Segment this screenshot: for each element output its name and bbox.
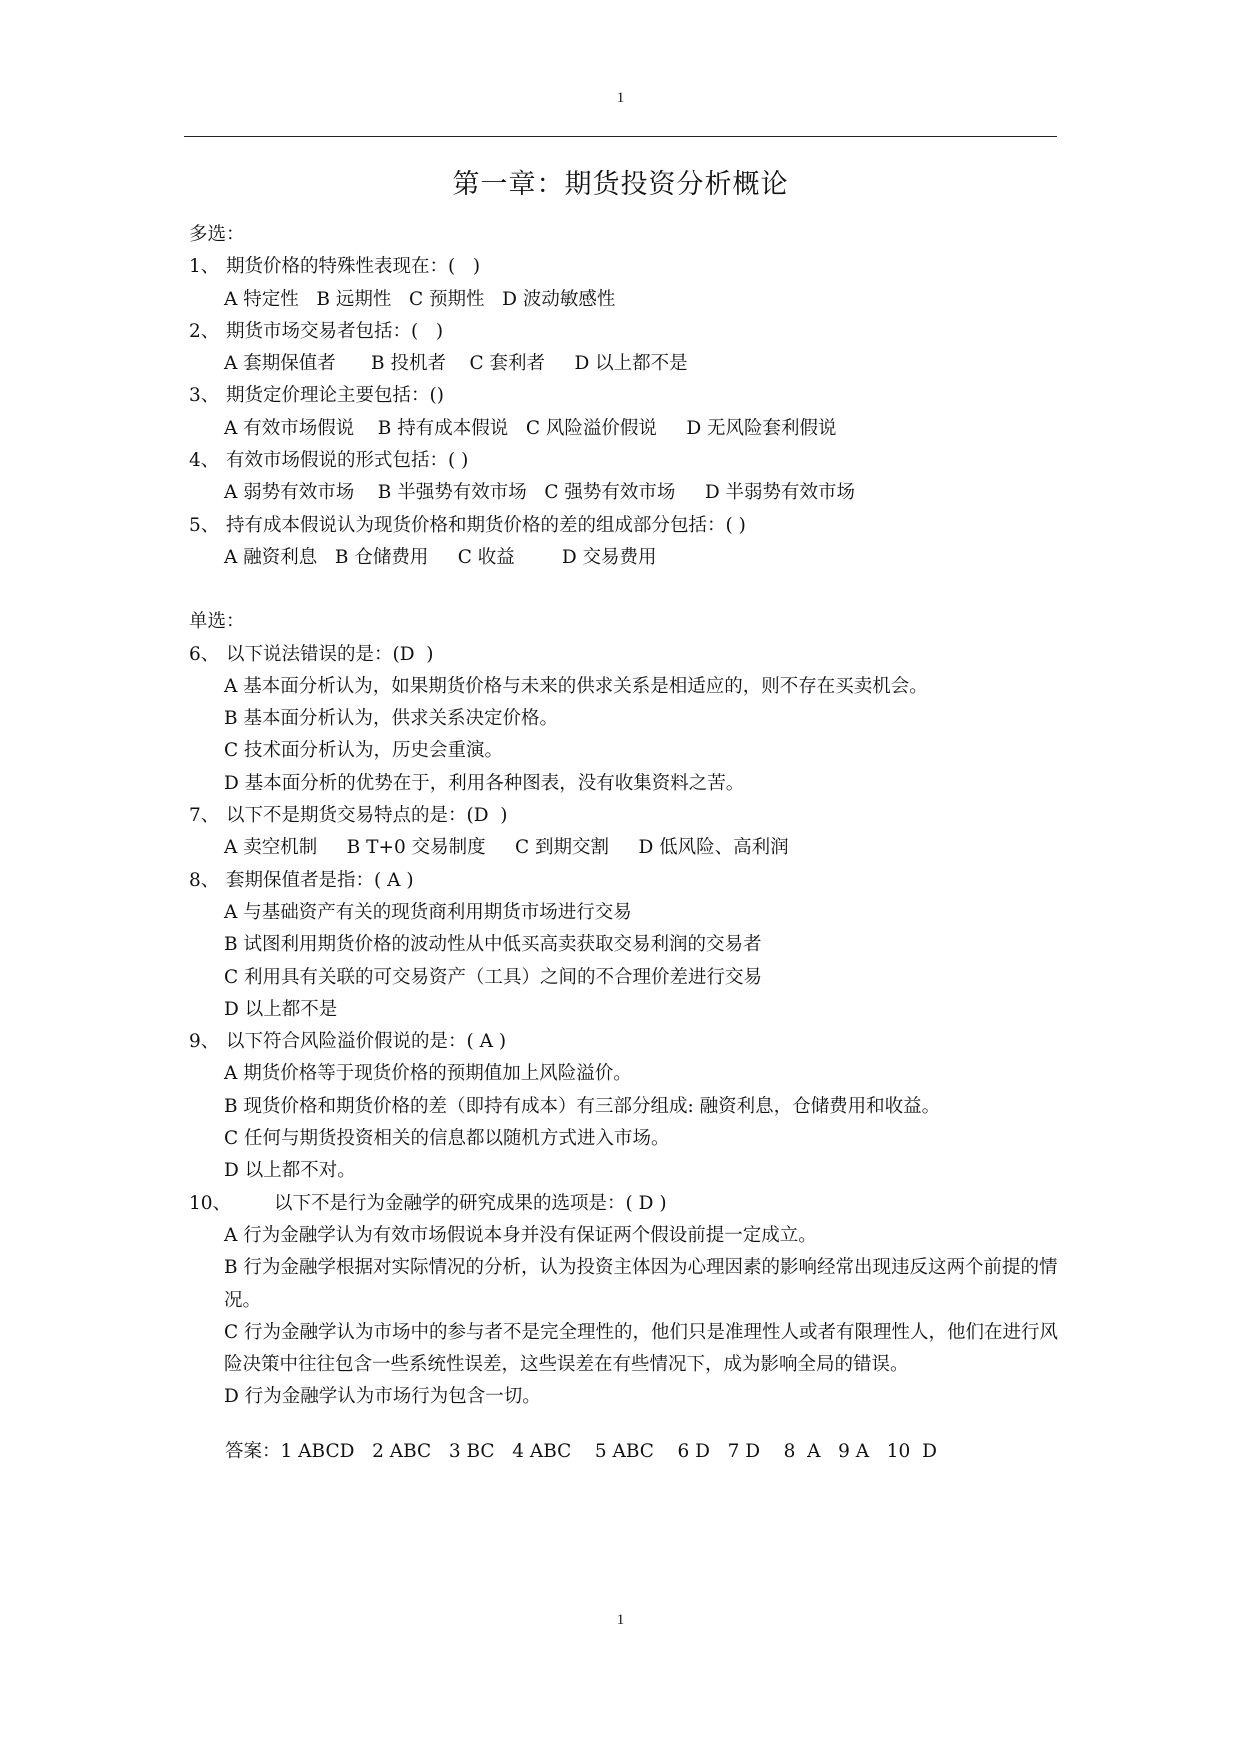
question-options: A 弱势有效市场 B 半强势有效市场 C 强势有效市场 D 半弱势有效市场 (224, 482, 856, 504)
question-number: 6、 (189, 643, 220, 665)
option-b: B 基本面分析认为，供求关系决定价格。 (224, 708, 558, 730)
option-b: B 现货价格和期货价格的差（即持有成本）有三部分组成: 融资利息，仓储费用和收益。 (224, 1095, 941, 1117)
question-number: 8、 (189, 869, 220, 891)
option-d: D 以上都不是 (224, 998, 338, 1020)
question-options: A 套期保值者 B 投机者 C 套利者 D 以上都不是 (224, 353, 688, 375)
option-a: A 期货价格等于现货价格的预期值加上风险溢价。 (224, 1063, 632, 1085)
option-a: A 与基础资产有关的现货商利用期货市场进行交易 (224, 901, 632, 923)
option-b: B 试图利用期货价格的波动性从中低买高卖获取交易利润的交易者 (224, 934, 762, 956)
question (189, 1188, 1069, 1414)
question (189, 639, 1069, 800)
single-section-label: 单选： (189, 611, 245, 633)
option-d: D 基本面分析的优势在于，利用各种图表，没有收集资料之苦。 (224, 772, 745, 794)
option-d: D 以上都不对。 (224, 1160, 356, 1182)
option-b: B 行为金融学根据对实际情况的分析，认为投资主体因为心理因素的影响经常出现违反这两个前提的情况。 (224, 1257, 1058, 1311)
multi-section-label: 多选： (189, 224, 245, 245)
option-a: A 基本面分析认为，如果期货价格与未来的供求关系是相适应的，则不存在买卖机会。 (224, 675, 928, 697)
option-c: C 利用具有关联的可交易资产（工具）之间的不合理价差进行交易 (224, 966, 763, 988)
question-text: 期货市场交易者包括：( ) (226, 320, 444, 342)
question-text: 持有成本假说认为现货价格和期货价格的差的组成部分包括：( ) (226, 514, 746, 536)
header-rule (184, 136, 1057, 137)
question-text: 以下说法错误的是：(D ) (226, 643, 434, 665)
question (189, 380, 1069, 445)
question-text: 以下不是行为金融学的研究成果的选项是：( D ) (274, 1192, 667, 1214)
section-gap (189, 574, 1069, 606)
option-a: A 行为金融学认为有效市场假说本身并没有保证两个假设前提一定成立。 (224, 1224, 817, 1246)
option-c: C 技术面分析认为，历史会重演。 (224, 740, 504, 762)
question-number: 5、 (189, 514, 220, 536)
question (189, 445, 1069, 510)
document-body (189, 219, 1069, 1468)
question-number: 3、 (189, 385, 220, 407)
answer-key: 答案：1 ABCD 2 ABC 3 BC 4 ABC 5 ABC 6 D 7 D 8 A 9 A 10 D (225, 1440, 937, 1462)
question-number: 1、 (189, 256, 220, 278)
question (189, 865, 1069, 1026)
question-text: 以下不是期货交易特点的是：(D ) (226, 805, 508, 827)
option-c: C 任何与期货投资相关的信息都以随机方式进入市场。 (224, 1128, 670, 1150)
question-options: A 有效市场假说 B 持有成本假说 C 风险溢价假说 D 无风险套利假说 (224, 417, 837, 439)
option-d: D 行为金融学认为市场行为包含一切。 (224, 1386, 541, 1408)
question-number: 9、 (189, 1031, 220, 1053)
footer-page-number: 1 (616, 1612, 625, 1628)
option-c: C 行为金融学认为市场中的参与者不是完全理性的，他们只是准理性人或者有限理性人，他们在进行风险决策中往往包含一些系统性误差，这些误差在有些情况下，成为影响全局的错误。 (224, 1321, 1059, 1376)
question-options: A 卖空机制 B T+0 交易制度 C 到期交割 D 低风险、高利润 (224, 837, 789, 859)
question-number: 2、 (189, 320, 220, 342)
question-text: 期货定价理论主要包括：() (226, 385, 444, 407)
question-options: A 特定性 B 远期性 C 预期性 D 波动敏感性 (224, 288, 616, 310)
question (189, 316, 1069, 381)
chapter-title: 第一章：期货投资分析概论 (452, 169, 789, 200)
header-page-number: 1 (616, 90, 625, 106)
question-number: 7、 (189, 805, 220, 827)
question-text: 以下符合风险溢价假说的是：( A ) (226, 1031, 507, 1053)
question (189, 251, 1069, 316)
question-number: 4、 (189, 450, 220, 472)
question-text: 期货价格的特殊性表现在：( ) (226, 256, 481, 278)
question-text: 有效市场假说的形式包括：( ) (226, 450, 469, 472)
question (189, 800, 1069, 865)
question-text: 套期保值者是指：( A ) (226, 869, 414, 891)
question (189, 1026, 1069, 1187)
question (189, 510, 1069, 575)
question-number: 10、 (189, 1192, 232, 1214)
question-options: A 融资利息 B 仓储费用 C 收益 D 交易费用 (224, 546, 657, 568)
